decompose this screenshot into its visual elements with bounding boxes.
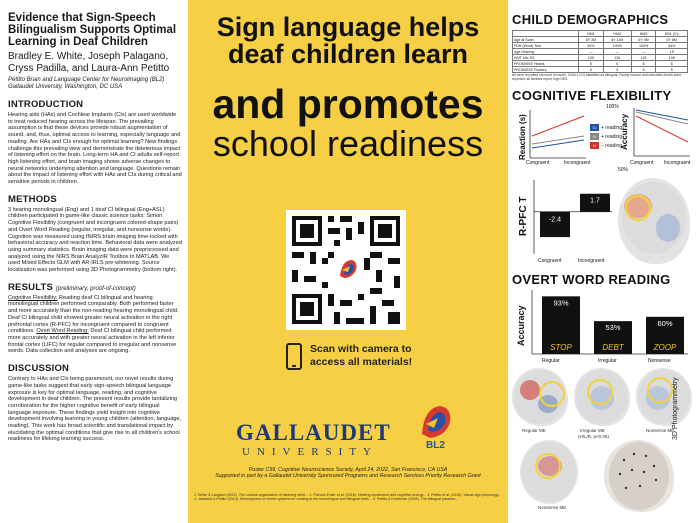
table-cell: 6: [631, 67, 656, 73]
owr-value-label: 60%: [657, 318, 673, 328]
rpfc-value-label: 1.7: [590, 197, 600, 205]
headline-line-2: deaf children learn: [227, 39, 469, 69]
legend-swatch: H: [590, 133, 599, 140]
cf-acc-congruent-label: Congruent: [630, 160, 654, 166]
accuracy-line-h-nonreading: [636, 116, 688, 142]
poster-title: Evidence that Sign-Speech Bilingualism Supports Optimal Learning in Deaf Children: [8, 12, 177, 48]
table-cell: 94%: [579, 43, 604, 49]
photogrammetry-head: [604, 440, 674, 512]
table-cell: 126: [603, 55, 631, 61]
accuracy-bottom-tick: 50%: [618, 167, 629, 173]
table-cell: 6Y 4M: [631, 37, 656, 43]
rpfc-bar-chart: [532, 178, 614, 256]
accuracy-axis-label: Accuracy: [620, 113, 629, 150]
cognitive-flexibility-heading: COGNITIVE FLEXIBILITY: [512, 88, 672, 103]
legend-item: [590, 124, 622, 131]
table-cell: 5: [603, 67, 631, 73]
brain-photogrammetry-1: [520, 440, 578, 504]
reaction-line-chart: [528, 108, 588, 160]
scan-line-2: access all materials!: [310, 356, 413, 368]
poster-info: [192, 467, 504, 480]
headline-line-1: Sign language helps: [216, 12, 480, 42]
results-owr-text: Deaf CI bilingual child performed more accurately and with greater neural activation in the left inferior frontal cortex (LIFC) for regular compared to irregular and nonsense words. Data collection and analyses are ongoing.: [8, 328, 177, 355]
headline-line-4: school readiness: [212, 123, 484, 164]
references: 1. White & Langdon (2021). The cortical organization of listening effort... 2. Pichora-Fuller et al. (2016). Hearing impairment and cognitive energy... 3. Petitto et al. (2016). Visual sign phonology... 4. Jasinska & Petitto (2014). Development of neural systems for reading in the monolingual and bilingual brain... 5. Petitto & Kovelman (2003). The bilingual paradox...: [194, 493, 502, 502]
lab-name: [8, 77, 182, 91]
table-cell: 125: [631, 55, 656, 61]
legend-label: − reading: [601, 142, 622, 149]
table-cell: 6: [579, 61, 604, 67]
headline-line-3: and promotes: [212, 81, 484, 127]
reaction-line-ci-reading: [532, 140, 584, 148]
rpfc-value-label: -2.4: [548, 216, 562, 224]
results-cf-label: Cognitive Flexibility:: [8, 294, 58, 301]
poster-info-text: Poster C59, Cognitive Neuroscience Society, April 24, 2022, San Francisco, CA USA: [248, 467, 448, 473]
university-wordmark: UNIVERSITY: [242, 446, 378, 458]
legend-swatch: CI: [590, 124, 599, 131]
rpfc-axis-label: R-PFC T: [518, 196, 529, 236]
demographics-table: [512, 30, 688, 73]
legend-item: [590, 142, 622, 149]
table-cell: 6Y 11M: [603, 37, 631, 43]
authors: Bradley E. White, Joseph Palagano, Cryss Padilla, and Laura-Ann Petitto: [8, 51, 170, 74]
table-cell: 6: [579, 67, 604, 73]
table-header-cell: DB1 (CI): [656, 31, 688, 37]
gallaudet-logo: GALLAUDET: [236, 420, 391, 445]
cf-congruent-label: Congruent: [526, 160, 550, 166]
rpfc-bar-congruent: [540, 212, 570, 237]
owr-irregular-label: Irregular: [598, 358, 617, 364]
table-cell: 94%: [656, 43, 688, 49]
table-cell: KBIT Mtx SS: [513, 55, 579, 61]
cf-legend: [590, 124, 622, 151]
reaction-line-h-reading: [532, 136, 584, 144]
owr-accuracy-axis-label: Accuracy: [516, 305, 526, 346]
qr-code[interactable]: [286, 210, 406, 330]
table-cell: Age Hearing: [513, 49, 579, 55]
results-subtitle: (preliminary, proof-of-concept): [55, 285, 136, 292]
bl2-logo-text: BL2: [426, 440, 445, 450]
intro-heading: INTRODUCTION: [8, 99, 84, 110]
reaction-axis-label: Reaction (s): [518, 114, 527, 160]
brain-regular: [512, 368, 568, 426]
legend-swatch: H: [590, 142, 599, 149]
cf-acc-incongruent-label: Incongruent: [664, 160, 691, 166]
table-cell: PROMISSE Flowers: [513, 67, 579, 73]
table-cell: Age at Scan: [513, 37, 579, 43]
table-cell: 5: [656, 67, 688, 73]
table-cell: 100%: [631, 43, 656, 49]
rpfc-incongruent-label: Incongruent: [578, 258, 605, 264]
discussion-heading: DISCUSSION: [8, 363, 70, 375]
table-cell: 106: [656, 55, 688, 61]
owr-word-label: DEBT: [602, 343, 624, 352]
cf-incongruent-label: Incongruent: [564, 160, 591, 166]
table-cell: 6Y 3M: [579, 37, 604, 43]
table-cell: 100%: [603, 43, 631, 49]
discussion-text: Contrary to HAs and CIs being paramount, our novel results during game-like tasks suggest that early sign-speech bilingual language exposure is key for optimal language, reading, and cognitive development in deaf children. The present results provide tantalizing corroboration for the higher cognitive benefit of early bilingual language exposure. These findings yield insight into cognitive development involving learning in young children (attention, language, reading). This work has broad scientific and translational impact by elucidating the optimal conditions that give rise to all children's school readiness for lifelong learning success.: [8, 376, 182, 443]
table-cell: 15: [656, 49, 688, 55]
table-cell: 6: [631, 61, 656, 67]
right-column: [508, 0, 697, 523]
table-cell: —: [631, 49, 656, 55]
reaction-line-h-nonreading: [532, 116, 584, 136]
accuracy-top-tick: 100%: [606, 104, 619, 110]
phone-icon: [286, 343, 302, 370]
table-cell: —: [603, 49, 631, 55]
owr-nonsense-label: Nonsense: [648, 358, 671, 364]
demographics-heading: CHILD DEMOGRAPHICS: [512, 12, 669, 27]
table-cell: PDB (Word) Test: [513, 43, 579, 49]
brain-cap-nonsense-2: Nonsense ME: [538, 505, 567, 510]
table-cell: PROMISSE Hearts: [513, 61, 579, 67]
brain-cap-nonsense: Nonsense ME: [646, 428, 675, 433]
rpfc-congruent-label: Congruent: [538, 258, 562, 264]
brain-cap-irregular: Irregular ME: [580, 428, 605, 433]
bl2-qr-logo-icon: [336, 256, 360, 284]
university-name: Gallaudet University, Washington, DC USA: [8, 84, 123, 90]
owr-bar-chart: [530, 290, 690, 356]
legend-label: + reading: [601, 124, 622, 131]
table-cell: 100: [579, 55, 604, 61]
rpfc-brain-image: [618, 178, 690, 264]
bl2-logo-icon: [416, 400, 456, 450]
methods-heading: METHODS: [8, 193, 57, 205]
table-row: [513, 67, 688, 73]
owr-value-label: 53%: [605, 323, 621, 333]
table-cell: 6: [656, 61, 688, 67]
accuracy-line-chart: [632, 106, 692, 160]
results-owr-label: Overt Word Reading:: [36, 328, 89, 335]
grant-support: Supported in part by a Gallaudet University Sponsored Programs and Research Services Priority Research Grant: [215, 473, 481, 480]
owr-word-label: ZOOP: [653, 343, 677, 352]
table-cell: 6Y 8M: [656, 37, 688, 43]
photogrammetry-label: 3D Photogrammetry: [672, 377, 679, 440]
left-column: [0, 0, 188, 523]
owr-heading: OVERT WORD READING: [512, 272, 671, 287]
brain-cap-regular: Regular ME: [522, 428, 546, 433]
table-header-cell: HM2: [603, 31, 631, 37]
legend-label: + reading: [601, 133, 622, 140]
methods-text: 3 hearing monolingual (Eng) and 1 deaf CI bilingual (Eng+ASL) children participated in game-like classic science tasks: Simon Cognitive Flexibility (congruent and incongruent colored-shape pairs) and Overt Word Reading (regular, irregular, and nonsense words). Cognition was measured using fNIRS brain imaging time-locked with behavioral accuracy and reaction time. Behavioral data were analyzed using summary statistics. Brain imaging data were preprocessed and analyzed using the NIRS Brain AnalyzIR Toolbox in MATLAB. We used Mixed Effects GLM with AR-IRLS pre-whitening. Source localization was performed using 3D Photogrammetry (bottom right).: [8, 206, 182, 274]
center-panel: [188, 0, 508, 523]
owr-word-label: STOP: [550, 343, 572, 352]
table-cell: 6: [603, 61, 631, 67]
headline-top: [188, 14, 508, 68]
owr-value-label: 93%: [553, 298, 569, 308]
table-header-cell: HM3: [631, 31, 656, 37]
brain-nonsense: [636, 368, 692, 426]
brain-irregular: [574, 368, 630, 426]
results-heading-text: RESULTS: [8, 281, 54, 293]
results-text: [8, 295, 182, 355]
legend-item: [590, 133, 622, 140]
table-header-cell: HM1: [579, 31, 604, 37]
table-cell: —: [579, 49, 604, 55]
scan-instructions: [310, 343, 412, 369]
results-cf-text: Reading deaf CI bilingual and hearing monolingual children performed comparably. Both performed faster and more accurately than the non-reading hearing monolingual child. Deaf CI bilingual child showed greater neural activation in the right prefrontal cortex (R-PFC) for incongruent compared to congruent conditions.: [8, 294, 179, 335]
scan-line-1: Scan with camera to: [310, 343, 412, 355]
intro-text: Hearing aids (HAs) and Cochlear Implants (CIs) are used worldwide to treat reduced hearing across the lifespan. The prevailing assumption is that these devices provide robust augmentation of sound, and, thus, optimal access to learning, especially language and reading. Are HAs and CIs enough for optimal learning? New findings challenge this prevailing view and demonstrate the deleterious impact of listening effort on the brain. Long-term HA and CI adults self-report high listening effort, and brain imaging shows adverse changes to neural networks underlying attention and language. Questions remain about the impact of listening effort with HAs and CIs during critical and sensitive periods in children.: [8, 112, 182, 186]
demographics-note: All were recruited via word of mouth. Child 4 (CI) identified as bilingual. Family income and education levels were reported; all families report high SES.: [512, 73, 682, 81]
owr-regular-label: Regular: [542, 358, 560, 364]
brain-sub-caption: (H/L/R, p<0.05): [578, 434, 609, 439]
lab-name-text: Petitto Brain and Language Center for Neuroimaging (BL2): [8, 77, 165, 83]
results-heading: [8, 282, 182, 293]
